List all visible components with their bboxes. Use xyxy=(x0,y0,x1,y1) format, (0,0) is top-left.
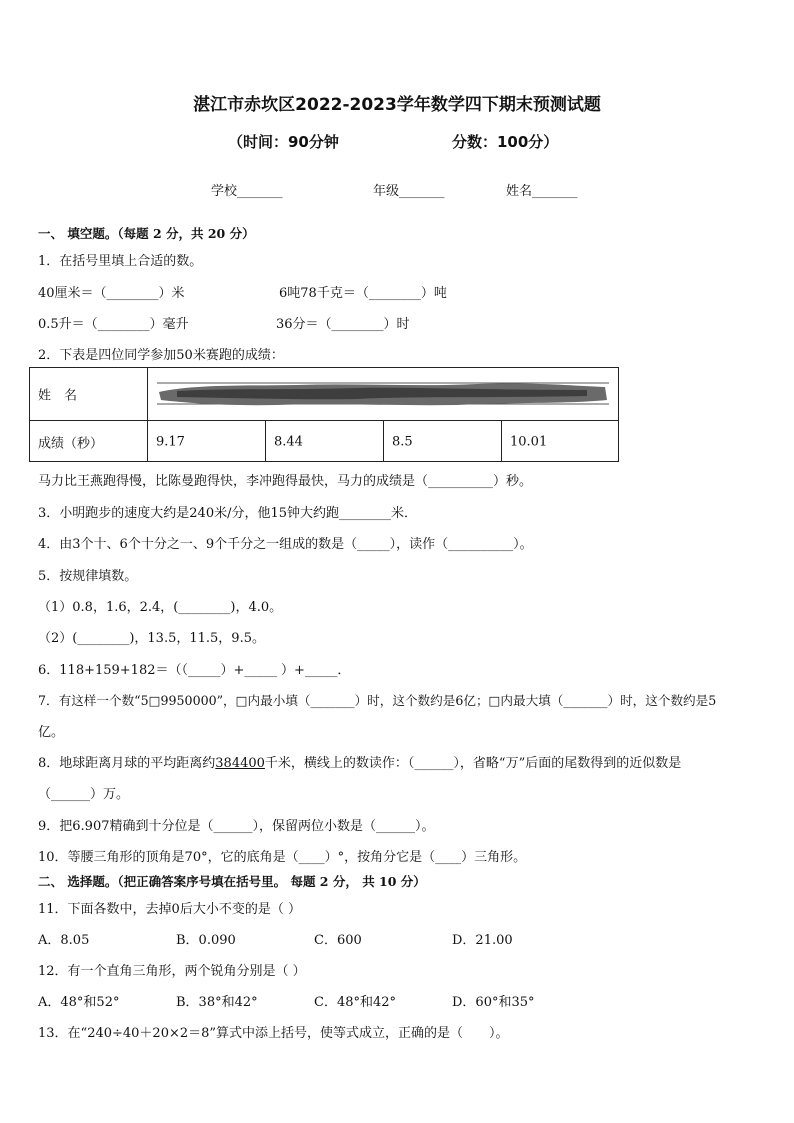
page-title: 湛江市赤坎区2022-2023学年数学四下期末预测试题 xyxy=(193,95,601,115)
exam-score: 分数：100分） xyxy=(452,133,559,151)
question-4: 4．由3个十、6个十分之一、9个千分之一组成的数是（_____），读作（__________）。 xyxy=(38,537,533,552)
table-score-3: 8.5 xyxy=(384,421,502,462)
question-1b: 6吨78千克＝（________）吨 xyxy=(279,286,447,301)
question-9: 9．把6.907精确到十分位是（______），保留两位小数是（______）。 xyxy=(38,819,435,834)
question-10: 10．等腰三角形的顶角是70°，它的底角是（____）°，按角分它是（____）三角形。 xyxy=(38,850,527,865)
table-score-1: 9.17 xyxy=(148,421,266,462)
question-8-suffix: 千米，横线上的数读作：（______），省略“万”后面的尾数得到的近似数是 xyxy=(264,756,682,771)
question-5a: （1）0.8，1.6，2.4，(________)，4.0。 xyxy=(38,600,283,615)
question-5: 5．按规律填数。 xyxy=(38,569,138,584)
table-score-2: 8.44 xyxy=(266,421,384,462)
table-score-4: 10.01 xyxy=(510,434,548,449)
question-12-option-c: C．48°和42° xyxy=(314,995,397,1010)
question-8-line1 xyxy=(38,752,681,771)
question-1: 1．在括号里填上合适的数。 xyxy=(38,254,203,269)
question-11-option-c: C．600 xyxy=(314,933,362,948)
table-header-score: 成绩（秒） xyxy=(30,421,148,462)
question-1c: 0.5升＝（________）毫升 xyxy=(38,317,189,332)
question-3: 3．小明跑步的速度大约是240米/分，他15钟大约跑________米． xyxy=(38,506,418,521)
grade-field: 年级_______ xyxy=(373,184,445,199)
table-header-name: 姓 名 xyxy=(30,368,148,421)
question-12-option-a: A．48°和52° xyxy=(38,995,120,1010)
question-11-option-d: D．21.00 xyxy=(452,933,513,948)
question-5b: （2）(________)，13.5，11.5，9.5。 xyxy=(38,631,265,646)
question-12-option-d: D．60°和35° xyxy=(452,995,535,1010)
question-8-prefix: 8．地球距离月球的平均距离约 xyxy=(38,756,216,771)
name-field: 姓名_______ xyxy=(506,184,578,199)
exam-time: （时间：90分钟 xyxy=(228,133,339,151)
question-2-text: 马力比王燕跑得慢，比陈曼跑得快，李冲跑得最快，马力的成绩是（__________）秒。 xyxy=(38,474,533,489)
section-2-heading: 二、 选择题。（把正确答案序号填在括号里。 每题 2 分， 共 10 分） xyxy=(38,874,426,889)
question-1a: 40厘米＝（________）米 xyxy=(38,286,185,301)
distance-number: 384400 xyxy=(215,756,265,771)
school-field: 学校_______ xyxy=(211,184,283,199)
question-13: 13．在“240÷40＋20×2＝8”算式中添上括号，使等式成立，正确的是（ ）。 xyxy=(38,1026,509,1041)
section-1-heading: 一、 填空题。（每题 2 分，共 20 分） xyxy=(38,226,255,241)
question-11: 11．下面各数中，去掉0后大小不变的是（ ） xyxy=(38,902,301,917)
question-1d: 36分＝（________）时 xyxy=(276,317,410,332)
question-8-line2: （______）万。 xyxy=(38,787,130,802)
question-12: 12．有一个直角三角形，两个锐角分别是（ ） xyxy=(38,964,306,979)
question-7-line1: 7．有这样一个数“5□9950000”，□内最小填（_______）时，这个数约是6亿；□内最大填（_______）时，这个数约是5 xyxy=(38,693,717,708)
redacted-names-smudge xyxy=(157,378,609,408)
question-7-line2: 亿。 xyxy=(38,725,65,740)
question-11-option-a: A．8.05 xyxy=(38,933,90,948)
question-11-option-b: B．0.090 xyxy=(176,933,236,948)
question-6: 6．118+159+182＝（（_____）+_____ ）+_____． xyxy=(38,663,351,678)
question-12-option-b: B．38°和42° xyxy=(176,995,258,1010)
question-2: 2．下表是四位同学参加50米赛跑的成绩： xyxy=(38,348,284,363)
